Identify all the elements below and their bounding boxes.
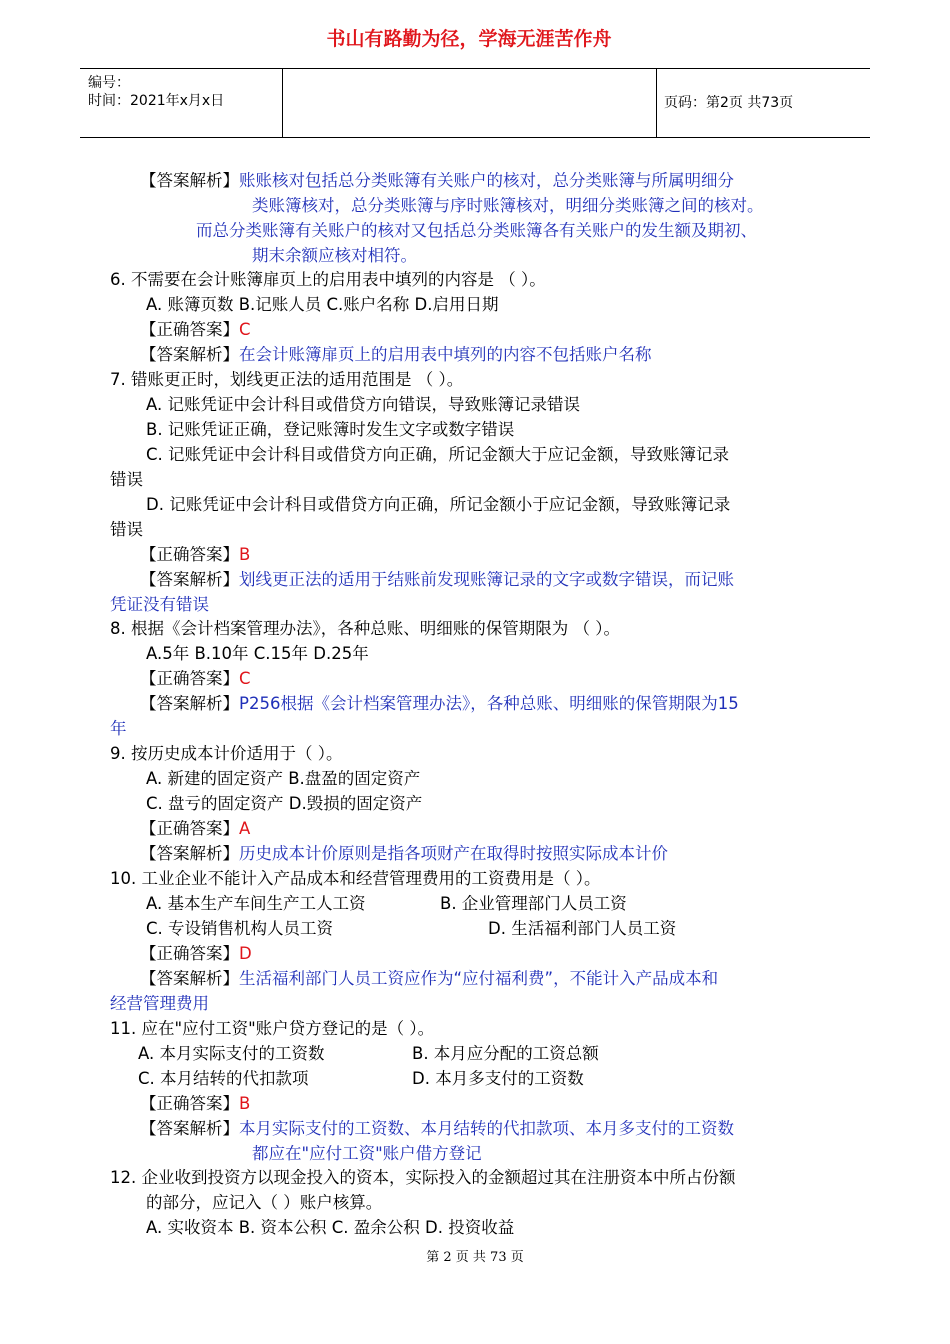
analysis-text: 划线更正法的适用于结账前发现账簿记录的文字或数字错误，而记账 xyxy=(239,570,734,589)
answer-tag: 【正确答案】 xyxy=(140,669,239,688)
answer-value: B xyxy=(239,545,251,564)
analysis-tag: 【答案解析】 xyxy=(140,844,239,863)
serial-label: 编号： xyxy=(88,75,130,91)
answer-line xyxy=(140,542,250,567)
answer-value: C xyxy=(239,669,251,688)
question-option: D. 本月多支付的工资数 xyxy=(412,1069,584,1088)
question-stem: 11. 应在"应付工资"账户贷方登记的是（ ）。 xyxy=(110,1019,435,1038)
question-option: D. 记账凭证中会计科目或借贷方向正确，所记金额小于应记金额，导致账簿记录 xyxy=(146,495,731,514)
header-table xyxy=(80,68,870,138)
analysis-tag: 【答案解析】 xyxy=(140,969,239,988)
answer-value: A xyxy=(239,819,251,838)
question-option: C. 本月结转的代扣款项 xyxy=(138,1069,309,1088)
question-options: A. 新建的固定资产 B.盘盈的固定资产 xyxy=(146,769,421,788)
analysis-text: 经营管理费用 xyxy=(110,994,209,1013)
analysis-text: P256根据《会计档案管理办法》，各种总账、明细账的保管期限为15 xyxy=(239,694,739,713)
question-option: B. 本月应分配的工资总额 xyxy=(412,1044,599,1063)
analysis-text: 历史成本计价原则是指各项财产在取得时按照实际成本计价 xyxy=(239,844,668,863)
question-options: C. 盘亏的固定资产 D.毁损的固定资产 xyxy=(146,794,423,813)
question-option: A. 记账凭证中会计科目或借贷方向错误，导致账簿记录错误 xyxy=(146,395,580,414)
question-stem: 8. 根据《会计档案管理办法》，各种总账、明细账的保管期限为 （ ）。 xyxy=(110,619,620,638)
answer-line xyxy=(140,1091,250,1116)
analysis-text: 账账核对包括总分类账簿有关账户的核对，总分类账簿与所属明细分 xyxy=(239,171,734,190)
answer-line xyxy=(140,816,250,841)
question-option: D. 生活福利部门人员工资 xyxy=(488,919,677,938)
date-label: 时间：2021年x月x日 xyxy=(88,93,225,109)
analysis-line xyxy=(140,168,734,193)
question-options: A. 实收资本 B. 资本公积 C. 盈余公积 D. 投资收益 xyxy=(146,1218,515,1237)
analysis-text: 都应在"应付工资"账户借方登记 xyxy=(252,1144,482,1163)
answer-line xyxy=(140,317,251,342)
analysis-text: 本月实际支付的工资数、本月结转的代扣款项、本月多支付的工资数 xyxy=(239,1119,734,1138)
analysis-tag: 【答案解析】 xyxy=(140,171,239,190)
answer-value: D xyxy=(239,944,252,963)
answer-value: B xyxy=(239,1094,251,1113)
analysis-line xyxy=(140,966,718,991)
analysis-text: 在会计账簿扉页上的启用表中填列的内容不包括账户名称 xyxy=(239,345,652,364)
question-option: C. 记账凭证中会计科目或借贷方向正确，所记金额大于应记金额，导致账簿记录 xyxy=(146,445,730,464)
question-option: 错误 xyxy=(110,520,143,539)
analysis-text: 凭证没有错误 xyxy=(110,595,209,614)
analysis-text: 期末余额应核对相符。 xyxy=(252,246,417,265)
analysis-text: 年 xyxy=(110,719,127,738)
question-options: A. 账簿页数 B.记账人员 C.账户名称 D.启用日期 xyxy=(146,295,499,314)
header-divider xyxy=(656,69,657,137)
answer-value: C xyxy=(239,320,251,339)
question-option: A. 基本生产车间生产工人工资 xyxy=(146,894,366,913)
analysis-line xyxy=(140,342,652,367)
analysis-line xyxy=(140,567,734,592)
analysis-line xyxy=(140,691,739,716)
answer-tag: 【正确答案】 xyxy=(140,545,239,564)
page-footer: 第 2 页 共 73 页 xyxy=(426,1250,524,1265)
answer-tag: 【正确答案】 xyxy=(140,320,239,339)
question-option: A. 本月实际支付的工资数 xyxy=(138,1044,325,1063)
analysis-line xyxy=(140,841,668,866)
question-stem: 的部分，应记入（ ）账户核算。 xyxy=(146,1193,383,1212)
analysis-text: 而总分类账簿有关账户的核对又包括总分类账簿各有关账户的发生额及期初、 xyxy=(196,221,757,240)
question-stem: 7. 错账更正时，划线更正法的适用范围是 （ ）。 xyxy=(110,370,464,389)
analysis-tag: 【答案解析】 xyxy=(140,570,239,589)
analysis-line xyxy=(140,1116,734,1141)
header-motto: 书山有路勤为径，学海无涯苦作舟 xyxy=(326,28,612,50)
question-option: 错误 xyxy=(110,470,143,489)
answer-tag: 【正确答案】 xyxy=(140,944,239,963)
answer-tag: 【正确答案】 xyxy=(140,1094,239,1113)
answer-line xyxy=(140,666,251,691)
question-stem: 12. 企业收到投资方以现金投入的资本，实际投入的金额超过其在注册资本中所占份额 xyxy=(110,1168,736,1187)
header-divider xyxy=(282,69,283,137)
analysis-tag: 【答案解析】 xyxy=(140,1119,239,1138)
question-option: C. 专设销售机构人员工资 xyxy=(146,919,334,938)
question-option: B. 企业管理部门人员工资 xyxy=(440,894,627,913)
analysis-tag: 【答案解析】 xyxy=(140,345,239,364)
question-options: A.5年 B.10年 C.15年 D.25年 xyxy=(146,644,369,663)
question-stem: 6. 不需要在会计账簿扉页上的启用表中填列的内容是 （ ）。 xyxy=(110,270,546,289)
question-stem: 9. 按历史成本计价适用于（ ）。 xyxy=(110,744,343,763)
page-label: 页码：第2页 共73页 xyxy=(664,95,794,111)
answer-tag: 【正确答案】 xyxy=(140,819,239,838)
analysis-text: 生活福利部门人员工资应作为“应付福利费”，不能计入产品成本和 xyxy=(239,969,719,988)
analysis-text: 类账簿核对，总分类账簿与序时账簿核对，明细分类账簿之间的核对。 xyxy=(252,196,764,215)
question-stem: 10. 工业企业不能计入产品成本和经营管理费用的工资费用是（ ）。 xyxy=(110,869,601,888)
answer-line xyxy=(140,941,252,966)
analysis-tag: 【答案解析】 xyxy=(140,694,239,713)
question-option: B. 记账凭证正确，登记账簿时发生文字或数字错误 xyxy=(146,420,515,439)
